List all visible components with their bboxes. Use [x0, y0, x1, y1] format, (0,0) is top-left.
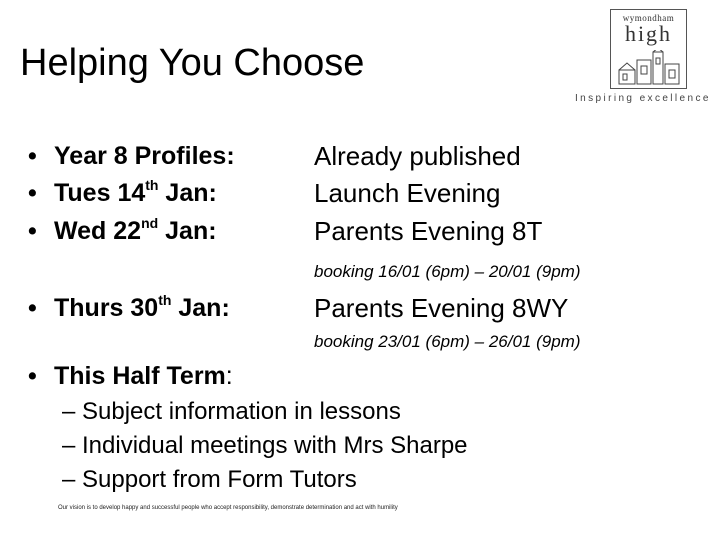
bullet-detail: Launch Evening [314, 178, 501, 208]
bullet-detail: Parents Evening 8WY [314, 293, 569, 323]
bullet-colon: : [225, 362, 233, 390]
bullet-year8-profiles [28, 142, 235, 171]
logo-tagline: Inspiring excellence [575, 93, 711, 104]
half-term-item: – Support from Form Tutors [62, 466, 357, 493]
booking-note: booking 16/01 (6pm) – 20/01 (9pm) [314, 262, 581, 281]
booking-note: booking 23/01 (6pm) – 26/01 (9pm) [314, 332, 581, 351]
bullet-dot: • [28, 179, 37, 207]
bullet-label-post: Jan: [171, 294, 230, 322]
bullet-label-sup: th [158, 292, 172, 308]
bullet-dot: • [28, 217, 37, 245]
bullet-label-pre: Thurs 30 [54, 294, 159, 322]
school-logo [610, 9, 687, 89]
logo-main-text: high [624, 21, 673, 46]
bullet-thurs-30th [28, 294, 230, 323]
vision-footer: Our vision is to develop happy and successful people who accept responsibility, demonstrate determination and act with humility [58, 505, 398, 511]
bullet-tues-14th [28, 179, 217, 208]
page-title: Helping You Choose [20, 42, 365, 84]
bullet-label-post: Jan: [158, 217, 217, 245]
bullet-label-sup: nd [141, 215, 159, 231]
bullet-detail: Parents Evening 8T [314, 216, 543, 246]
bullet-dot: • [28, 362, 37, 390]
bullet-wed-22nd [28, 217, 217, 246]
bullet-dot: • [28, 294, 37, 322]
building-icon [617, 50, 681, 86]
bullet-dot: • [28, 142, 37, 170]
bullet-label-post: Jan: [158, 179, 217, 207]
bullet-label: Year 8 Profiles: [54, 142, 235, 170]
bullet-detail: Already published [314, 141, 521, 171]
half-term-item: – Subject information in lessons [62, 398, 401, 425]
bullet-label-pre: Wed 22 [54, 217, 142, 245]
bullet-this-half-term [28, 362, 233, 391]
half-term-item: – Individual meetings with Mrs Sharpe [62, 432, 468, 459]
bullet-label-pre: Tues 14 [54, 179, 146, 207]
bullet-label: This Half Term [54, 362, 226, 390]
bullet-label-sup: th [145, 177, 159, 193]
logo-top-text: wymondham [622, 13, 675, 23]
